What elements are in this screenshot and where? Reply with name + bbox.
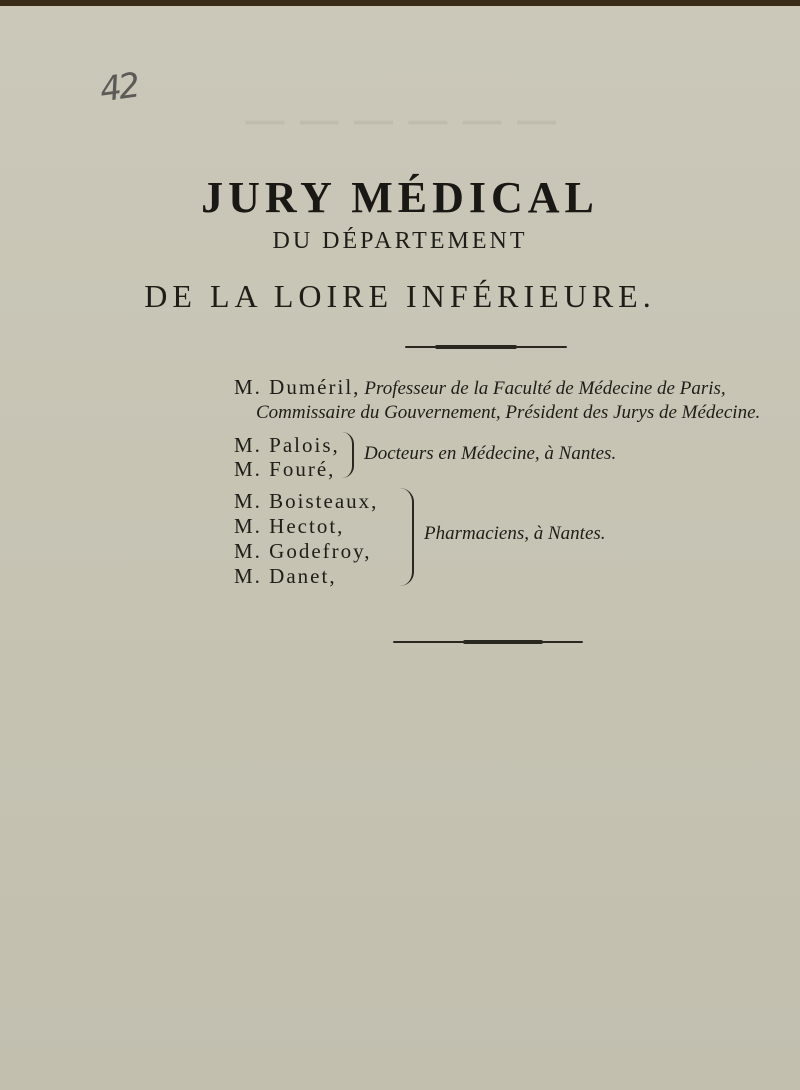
president-title-2: Commissaire du Gouvernement, Président des Jurys de Médecine.: [256, 402, 761, 423]
pharmacist-name: M. Danet,: [234, 564, 337, 588]
handwritten-page-number: 42: [97, 65, 140, 111]
pharmacist-name: M. Boisteaux,: [234, 489, 379, 513]
subtitle-department: DU DÉPARTEMENT: [272, 228, 528, 254]
doctors-description: Docteurs en Médecine, à Nantes.: [364, 443, 617, 464]
president-title-1: Professeur de la Faculté de Médecine de Paris,: [364, 378, 726, 399]
subtitle-region: DE LA LOIRE INFÉRIEURE.: [144, 278, 656, 314]
president-name: M. Duméril,: [234, 375, 361, 399]
divider-rule-top: [405, 346, 567, 348]
pharmacists-description: Pharmaciens, à Nantes.: [424, 523, 606, 544]
president-line: [234, 375, 726, 400]
divider-rule-bottom: [393, 641, 583, 643]
pharmacists-brace: [400, 488, 414, 586]
page-title: JURY MÉDICAL: [201, 173, 599, 222]
doctors-brace: [342, 432, 354, 478]
pharmacist-name: M. Hectot,: [234, 514, 345, 538]
doctor-name: M. Palois,: [234, 433, 340, 457]
doctor-name: M. Fouré,: [234, 457, 336, 481]
pharmacist-name: M. Godefroy,: [234, 539, 372, 563]
show-through-ink: ──────: [230, 91, 556, 151]
